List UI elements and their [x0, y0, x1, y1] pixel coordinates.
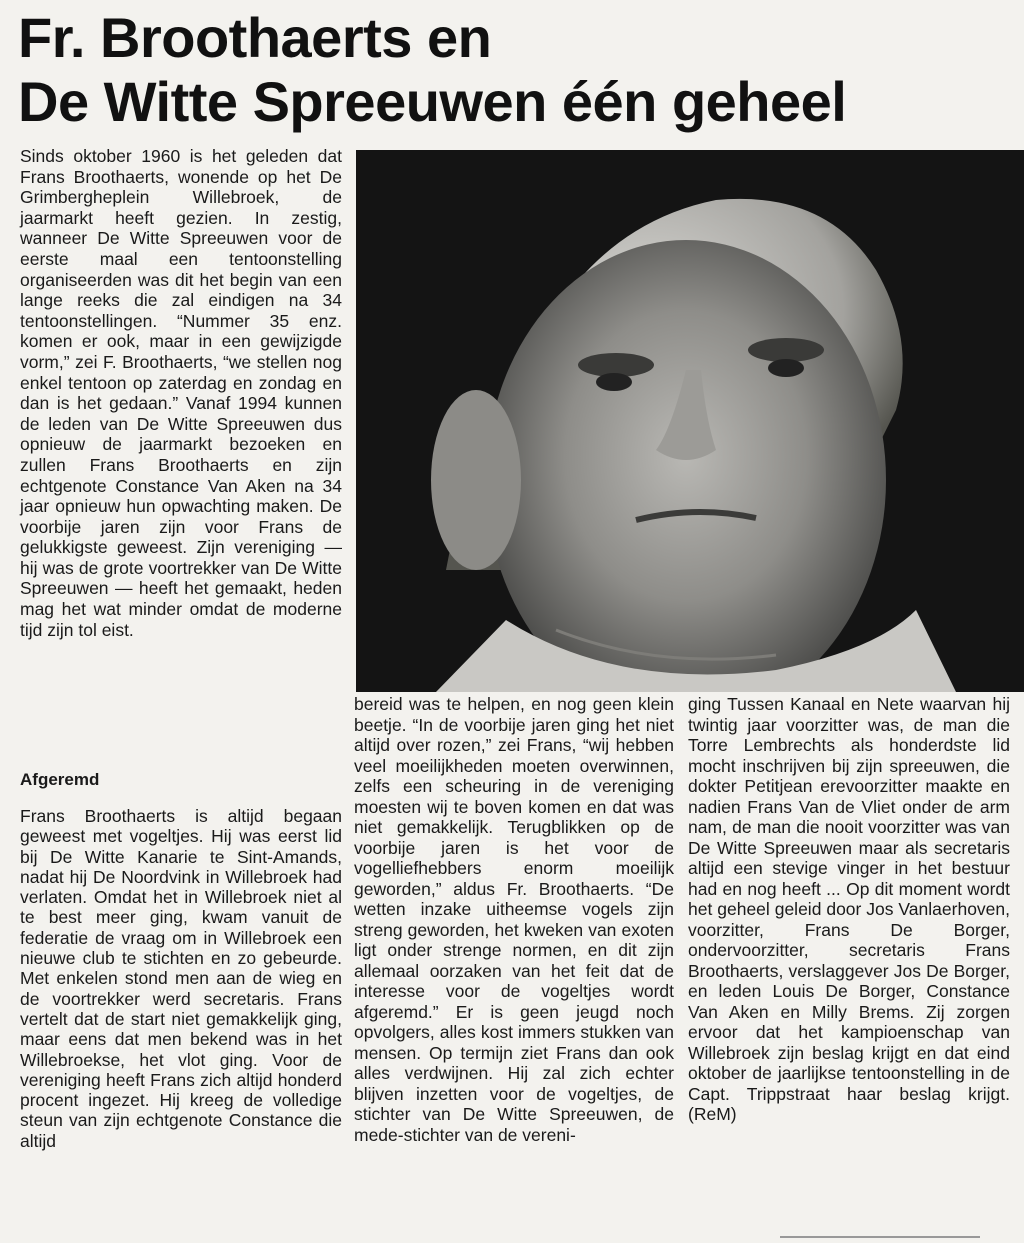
body-paragraph-1: Frans Broothaerts is altijd begaan geweest met vogeltjes. Hij was eerst lid bij De Witte Kanarie te Sint-Amands, nadat hij De Noordvink in Willebroek had verlaten. Omdat het in Willebroek niet al te best meer ging, kwam vanuit de federatie de vraag om in Willebroek een nieuwe club te stichten en zo gebeurde. Met enkelen stond men aan de wieg en de voortrekker werd secretaris. Frans vertelt dat de start niet gemakkelijk ging, maar eens dat men bekend was in het Willebroekse, het vlot ging. Voor de vereniging heeft Frans zich altijd honderd procent ingezet. Hij kreeg de volledige steun van zijn echtgenote Constance die altijd [20, 806, 342, 1151]
portrait-photo [356, 150, 1024, 692]
body-column-3 [688, 694, 1010, 1125]
portrait-image [356, 150, 1024, 692]
body-column-1 [20, 806, 342, 1151]
body-paragraph-2: bereid was te helpen, en nog geen klein beetje. “In de voorbije jaren ging het niet altijd over rozen,” zei Frans, “wij hebben veel moeilijkheden moeten overwinnen, zelfs een scheuring in de vereniging moesten wij te boven komen en dat was niet gemakkelijk. Terugblikken op de voorbije jaren is het voor de vogelliefhebbers enorm moeilijk geworden,” aldus Fr. Broothaerts. “De wetten inzake uitheemse vogels zijn streng geworden, het kweken van exoten ligt onder strenge normen, en dit zijn allemaal oorzaken van het feit dat de interesse voor de vogeltjes wordt afgeremd.” Er is geen jeugd noch opvolgers, alles kost immers stukken van mensen. Op termijn ziet Frans dan ook alles verdwijnen. Hij zal zich echter blijven inzetten voor de vogeltjes, de stichter van De Witte Spreeuwen, de mede-stichter van de vereni- [354, 694, 674, 1145]
headline [18, 6, 1008, 134]
headline-line-1: Fr. Broothaerts en [18, 6, 492, 69]
bottom-rule [780, 1236, 980, 1238]
intro-column [20, 146, 342, 640]
body-column-2 [354, 694, 674, 1145]
intro-paragraph: Sinds oktober 1960 is het geleden dat Frans Broothaerts, wonende op het De Grimbergheplein Willebroek, de jaarmarkt heeft gezien. In zestig, wanneer De Witte Spreeuwen voor de eerste maal een tentoonstelling organiseerden was dit het begin van een lange reeks die zal eindigen na 34 tentoonstellingen. “Nummer 35 enz. komen er ook, maar in een gewijzigde vorm,” zei F. Broothaerts, “we stellen nog enkel tentoon op zaterdag en zondag en dan is het gedaan.” Vanaf 1994 kunnen de leden van De Witte Spreeuwen dus opnieuw de jaarmarkt bezoeken en zullen Frans Broothaerts en zijn echtgenote Constance Van Aken na 34 jaar opnieuw hun opwachting maken. De voorbije jaren zijn voor Frans de gelukkigste geweest. Zijn vereniging — hij was de grote voortrekker van De Witte Spreeuwen — heeft het gemaakt, heden mag het wat minder omdat de moderne tijd zijn tol eist. [20, 146, 342, 640]
headline-line-2: De Witte Spreeuwen één geheel [18, 70, 847, 133]
section-subhead: Afgeremd [20, 770, 100, 789]
body-paragraph-3: ging Tussen Kanaal en Nete waarvan hij twintig jaar voorzitter was, de man die Torre Lembrechts als honderdste lid mocht inschrijven bij zijn spreeuwen, die dokter Petitjean erevoorzitter maakte en nadien Frans Van de Vliet onder de arm nam, de man die nooit voorzitter was van De Witte Spreeuwen maar als secretaris altijd een stevige vinger in het bestuur had en nog heeft ... Op dit moment wordt het geheel geleid door Jos Vanlaerhoven, voorzitter, Frans De Borger, ondervoorzitter, secretaris Frans Broothaerts, verslaggever Jos De Borger, en leden Louis De Borger, Constance Van Aken en Milly Brems. Zij zorgen ervoor dat het kampioenschap van Willebroek zijn beslag krijgt en dat eind oktober de jaarlijkse tentoonstelling in de Capt. Trippstraat haar beslag krijgt. (ReM) [688, 694, 1010, 1124]
